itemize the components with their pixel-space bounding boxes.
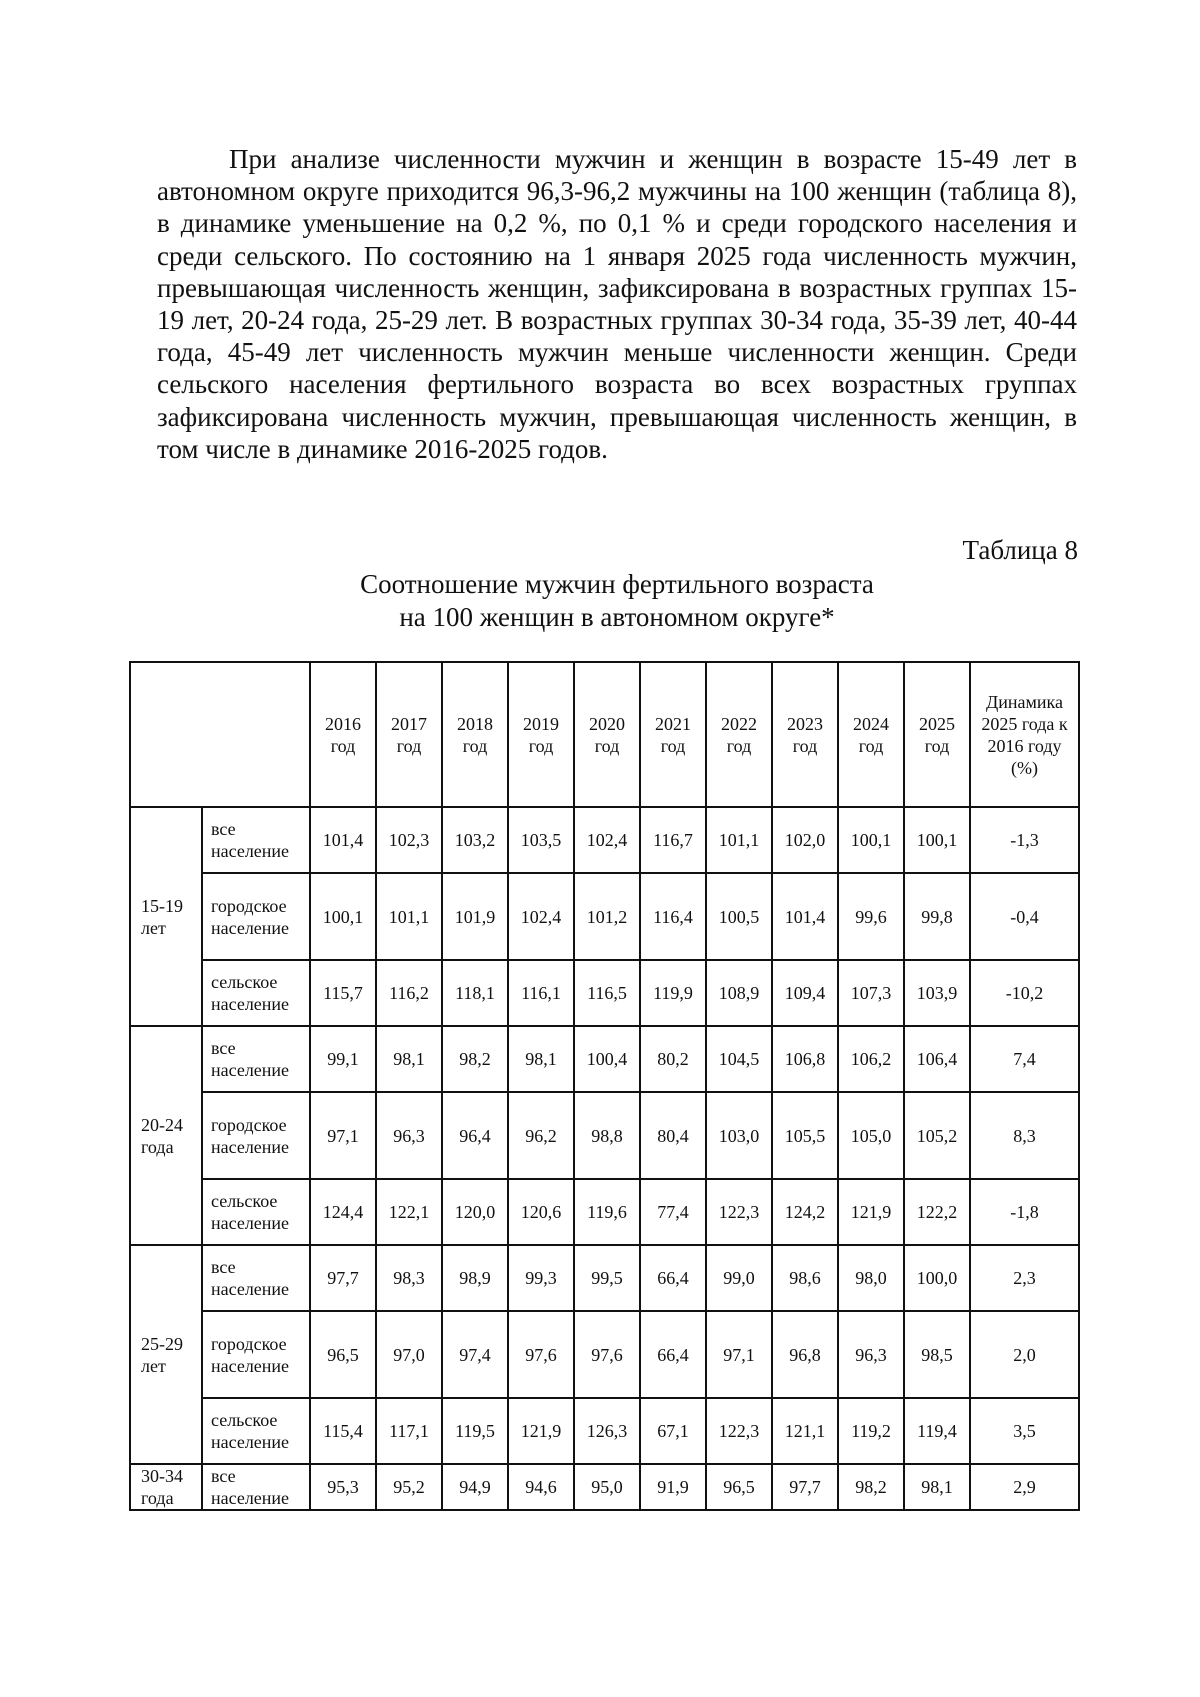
value-cell: 122,2: [904, 1179, 970, 1245]
value-cell: 100,5: [706, 873, 772, 960]
value-cell: 107,3: [838, 960, 904, 1026]
value-cell: 119,2: [838, 1398, 904, 1464]
table-row: [130, 1092, 1079, 1179]
table-header-row: [130, 662, 1079, 807]
table-row: [130, 873, 1079, 960]
value-cell: 100,4: [574, 1026, 640, 1092]
body-paragraph: При анализе численности мужчин и женщин в возрасте 15-49 лет в автономном округе приходится 96,3-96,2 мужчины на 100 женщин (таблица 8), в динамике уменьшение на 0,2 %, по 0,1 % и среди городского населения и среди сельского. По состоянию на 1 января 2025 года численность мужчин, превышающая численность женщин, зафиксирована в возрастных группах 15-19 лет, 20-24 года, 25-29 лет. В возрастных группах 30-34 года, 35-39 лет, 40-44 года, 45-49 лет численность мужчин меньше численности женщин. Среди сельского населения фертильного возраста во всех возрастных группах зафиксирована численность мужчин, превышающая численность женщин, в том числе в динамике 2016-2025 годов.: [157, 144, 1077, 464]
table-row: [130, 1398, 1079, 1464]
value-cell: 104,5: [706, 1026, 772, 1092]
value-cell: 121,9: [838, 1179, 904, 1245]
value-cell: 98,1: [904, 1464, 970, 1510]
value-cell: 124,4: [310, 1179, 376, 1245]
value-cell: 97,1: [310, 1092, 376, 1179]
dynamics-cell: 8,3: [970, 1092, 1079, 1179]
dynamics-cell: -1,3: [970, 807, 1079, 873]
value-cell: 121,9: [508, 1398, 574, 1464]
value-cell: 102,0: [772, 807, 838, 873]
dynamics-cell: 3,5: [970, 1398, 1079, 1464]
value-cell: 118,1: [442, 960, 508, 1026]
value-cell: 96,3: [838, 1311, 904, 1398]
value-cell: 80,2: [640, 1026, 706, 1092]
header-year-2022: 2022 год: [706, 662, 772, 807]
value-cell: 97,7: [310, 1245, 376, 1311]
value-cell: 98,2: [838, 1464, 904, 1510]
value-cell: 120,6: [508, 1179, 574, 1245]
value-cell: 98,2: [442, 1026, 508, 1092]
value-cell: 105,0: [838, 1092, 904, 1179]
dynamics-cell: -1,8: [970, 1179, 1079, 1245]
value-cell: 99,5: [574, 1245, 640, 1311]
table-title-line-2: на 100 женщин в автономном округе*: [399, 602, 835, 632]
value-cell: 102,4: [508, 873, 574, 960]
population-type-cell: все население: [202, 807, 310, 873]
value-cell: 100,0: [904, 1245, 970, 1311]
value-cell: 99,0: [706, 1245, 772, 1311]
value-cell: 122,1: [376, 1179, 442, 1245]
value-cell: 98,5: [904, 1311, 970, 1398]
value-cell: 97,1: [706, 1311, 772, 1398]
value-cell: 101,4: [772, 873, 838, 960]
population-type-cell: городское население: [202, 873, 310, 960]
value-cell: 101,2: [574, 873, 640, 960]
table-row: [130, 1179, 1079, 1245]
dynamics-cell: 2,0: [970, 1311, 1079, 1398]
value-cell: 80,4: [640, 1092, 706, 1179]
population-type-cell: все население: [202, 1026, 310, 1092]
table-title-line-1: Соотношение мужчин фертильного возраста: [360, 569, 874, 599]
header-year-2024: 2024 год: [838, 662, 904, 807]
value-cell: 108,9: [706, 960, 772, 1026]
value-cell: 98,6: [772, 1245, 838, 1311]
value-cell: 98,8: [574, 1092, 640, 1179]
value-cell: 98,0: [838, 1245, 904, 1311]
value-cell: 109,4: [772, 960, 838, 1026]
value-cell: 102,4: [574, 807, 640, 873]
value-cell: 96,3: [376, 1092, 442, 1179]
dynamics-cell: 2,9: [970, 1464, 1079, 1510]
value-cell: 99,3: [508, 1245, 574, 1311]
header-year-2017: 2017 год: [376, 662, 442, 807]
value-cell: 95,2: [376, 1464, 442, 1510]
value-cell: 117,1: [376, 1398, 442, 1464]
value-cell: 98,1: [376, 1026, 442, 1092]
value-cell: 96,5: [310, 1311, 376, 1398]
header-corner-cell: [130, 662, 310, 807]
value-cell: 106,8: [772, 1026, 838, 1092]
value-cell: 94,6: [508, 1464, 574, 1510]
value-cell: 96,8: [772, 1311, 838, 1398]
population-type-cell: все население: [202, 1245, 310, 1311]
age-group-cell: 20-24 года: [130, 1026, 202, 1245]
population-type-cell: городское население: [202, 1092, 310, 1179]
value-cell: 102,3: [376, 807, 442, 873]
value-cell: 66,4: [640, 1245, 706, 1311]
value-cell: 116,1: [508, 960, 574, 1026]
value-cell: 116,4: [640, 873, 706, 960]
dynamics-cell: -10,2: [970, 960, 1079, 1026]
value-cell: 101,9: [442, 873, 508, 960]
table-row: [130, 1464, 1079, 1510]
value-cell: 96,5: [706, 1464, 772, 1510]
value-cell: 105,2: [904, 1092, 970, 1179]
value-cell: 116,5: [574, 960, 640, 1026]
age-group-cell: 30-34 года: [130, 1464, 202, 1510]
data-table: [129, 661, 1080, 1511]
value-cell: 119,9: [640, 960, 706, 1026]
value-cell: 119,4: [904, 1398, 970, 1464]
table-row: [130, 1245, 1079, 1311]
value-cell: 101,4: [310, 807, 376, 873]
value-cell: 97,7: [772, 1464, 838, 1510]
value-cell: 77,4: [640, 1179, 706, 1245]
age-group-cell: 15-19 лет: [130, 807, 202, 1026]
header-year-2025: 2025 год: [904, 662, 970, 807]
header-year-2019: 2019 год: [508, 662, 574, 807]
value-cell: 95,3: [310, 1464, 376, 1510]
header-year-2021: 2021 год: [640, 662, 706, 807]
value-cell: 120,0: [442, 1179, 508, 1245]
population-type-cell: городское население: [202, 1311, 310, 1398]
value-cell: 103,5: [508, 807, 574, 873]
value-cell: 100,1: [904, 807, 970, 873]
value-cell: 103,9: [904, 960, 970, 1026]
value-cell: 119,5: [442, 1398, 508, 1464]
value-cell: 96,4: [442, 1092, 508, 1179]
value-cell: 122,3: [706, 1398, 772, 1464]
value-cell: 98,9: [442, 1245, 508, 1311]
value-cell: 121,1: [772, 1398, 838, 1464]
value-cell: 95,0: [574, 1464, 640, 1510]
value-cell: 126,3: [574, 1398, 640, 1464]
population-type-cell: все население: [202, 1464, 310, 1510]
header-year-2018: 2018 год: [442, 662, 508, 807]
header-year-2023: 2023 год: [772, 662, 838, 807]
value-cell: 101,1: [706, 807, 772, 873]
value-cell: 116,2: [376, 960, 442, 1026]
value-cell: 98,3: [376, 1245, 442, 1311]
value-cell: 97,6: [574, 1311, 640, 1398]
value-cell: 100,1: [838, 807, 904, 873]
value-cell: 106,4: [904, 1026, 970, 1092]
table-row: [130, 960, 1079, 1026]
table-row: [130, 1026, 1079, 1092]
header-year-2020: 2020 год: [574, 662, 640, 807]
value-cell: 99,6: [838, 873, 904, 960]
value-cell: 94,9: [442, 1464, 508, 1510]
value-cell: 97,4: [442, 1311, 508, 1398]
value-cell: 91,9: [640, 1464, 706, 1510]
value-cell: 66,4: [640, 1311, 706, 1398]
table-row: [130, 1311, 1079, 1398]
population-type-cell: сельское население: [202, 1179, 310, 1245]
table-label: Таблица 8: [962, 535, 1078, 565]
value-cell: 99,8: [904, 873, 970, 960]
population-type-cell: сельское население: [202, 1398, 310, 1464]
value-cell: 98,1: [508, 1026, 574, 1092]
value-cell: 105,5: [772, 1092, 838, 1179]
value-cell: 67,1: [640, 1398, 706, 1464]
dynamics-cell: 2,3: [970, 1245, 1079, 1311]
value-cell: 103,0: [706, 1092, 772, 1179]
header-year-2016: 2016 год: [310, 662, 376, 807]
value-cell: 96,2: [508, 1092, 574, 1179]
value-cell: 119,6: [574, 1179, 640, 1245]
value-cell: 103,2: [442, 807, 508, 873]
age-group-cell: 25-29 лет: [130, 1245, 202, 1464]
dynamics-cell: 7,4: [970, 1026, 1079, 1092]
table-row: [130, 807, 1079, 873]
header-dynamics: Динамика 2025 года к 2016 году (%): [970, 662, 1079, 807]
population-type-cell: сельское население: [202, 960, 310, 1026]
value-cell: 116,7: [640, 807, 706, 873]
value-cell: 97,0: [376, 1311, 442, 1398]
value-cell: 122,3: [706, 1179, 772, 1245]
value-cell: 100,1: [310, 873, 376, 960]
table-title: [157, 568, 1077, 634]
value-cell: 115,7: [310, 960, 376, 1026]
value-cell: 101,1: [376, 873, 442, 960]
value-cell: 106,2: [838, 1026, 904, 1092]
value-cell: 124,2: [772, 1179, 838, 1245]
dynamics-cell: -0,4: [970, 873, 1079, 960]
value-cell: 99,1: [310, 1026, 376, 1092]
value-cell: 97,6: [508, 1311, 574, 1398]
value-cell: 115,4: [310, 1398, 376, 1464]
